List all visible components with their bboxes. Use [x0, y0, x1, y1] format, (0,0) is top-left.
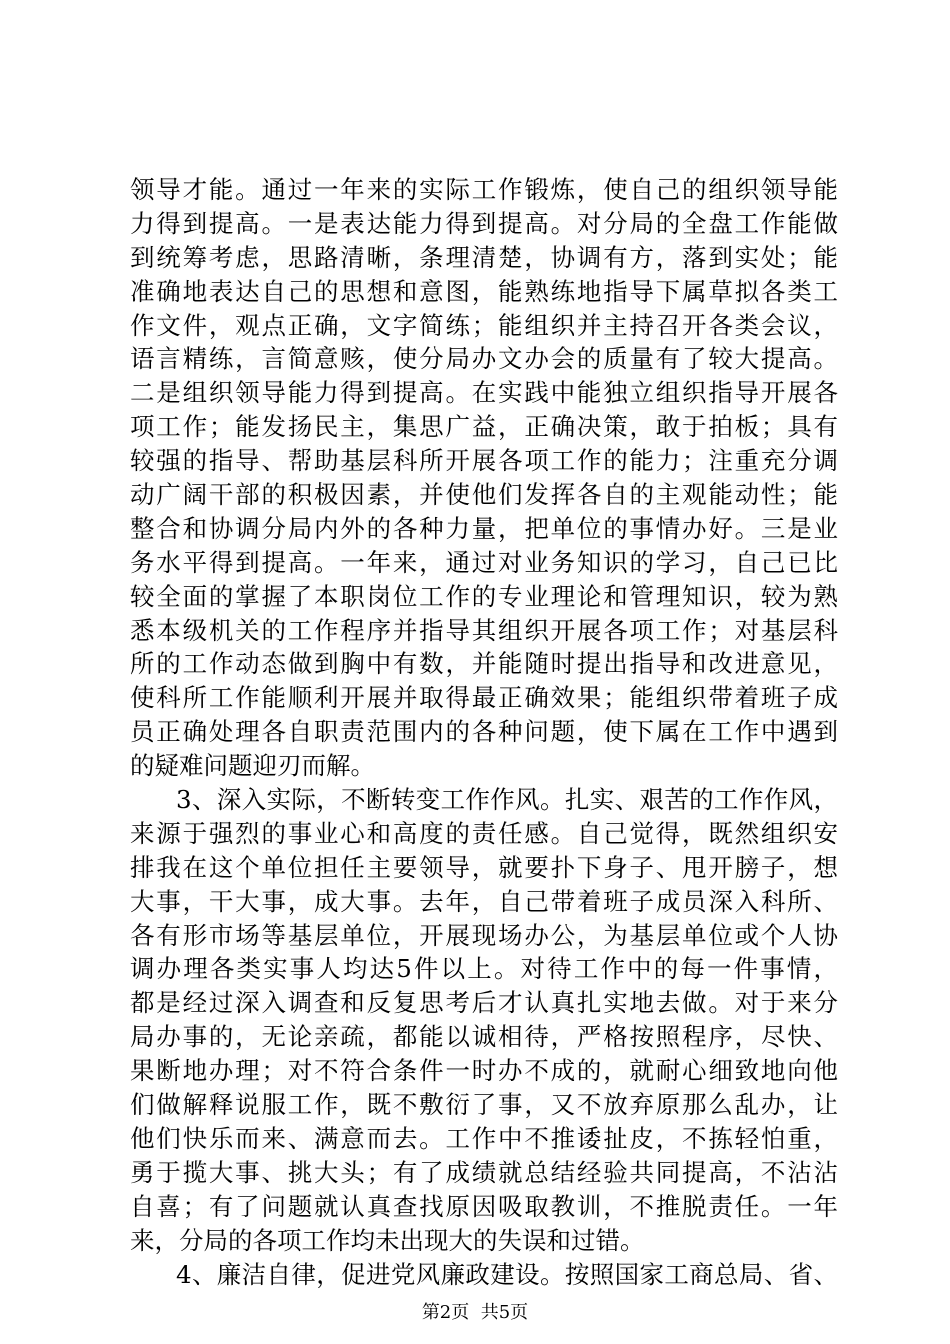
- body-line: 4、廉洁自律，促进党风廉政建设。按照国家工商总局、省、: [176, 1259, 838, 1289]
- body-line: 整合和协调分局内外的各种力量，把单位的事情办好。三是业: [130, 513, 838, 543]
- body-line: 准确地表达自己的思想和意图，能熟练地指导下属草拟各类工: [130, 276, 838, 306]
- body-line: 务水平得到提高。一年来，通过对业务知识的学习，自己已比: [130, 547, 838, 577]
- paragraph-2: [130, 783, 838, 1257]
- body-line: 自喜；有了问题就认真查找原因吸取教训，不推脱责任。一年: [130, 1191, 838, 1221]
- body-line: 较强的指导、帮助基层科所开展各项工作的能力；注重充分调: [130, 446, 838, 476]
- body-line: 员正确处理各自职责范围内的各种问题，使下属在工作中遇到: [130, 717, 838, 747]
- body-line: 语言精练，言简意赅，使分局办文办会的质量有了较大提高。: [130, 344, 838, 374]
- body-line: 大事，干大事，成大事。去年，自己带着班子成员深入科所、: [130, 886, 838, 916]
- body-line: 都是经过深入调查和反复思考后才认真扎实地去做。对于来分: [130, 988, 838, 1018]
- body-line: 局办事的，无论亲疏，都能以诚相待，严格按照程序，尽快、: [130, 1022, 838, 1052]
- body-line: 项工作；能发扬民主，集思广益，正确决策，敢于拍板；具有: [130, 412, 838, 442]
- page-footer: 第2页 共5页: [421, 1302, 529, 1323]
- paragraph-1: [130, 173, 838, 783]
- body-line: 领导才能。通过一年来的实际工作锻炼，使自己的组织领导能: [130, 175, 838, 204]
- body-line: 较全面的掌握了本职岗位工作的专业理论和管理知识，较为熟: [130, 581, 838, 611]
- body-line: 来，分局的各项工作均未出现大的失误和过错。: [130, 1225, 645, 1255]
- body-line: 悉本级机关的工作程序并指导其组织开展各项工作；对基层科: [130, 615, 838, 645]
- body-line: 到统筹考虑，思路清晰，条理清楚，协调有方，落到实处；能: [130, 242, 838, 272]
- body-line: 力得到提高。一是表达能力得到提高。对分局的全盘工作能做: [130, 208, 838, 238]
- body-line: 的疑难问题迎刃而解。: [130, 751, 375, 781]
- body-line: 勇于揽大事、挑大头；有了成绩就总结经验共同提高，不沾沾: [130, 1157, 838, 1187]
- body-line: 3、深入实际，不断转变工作作风。扎实、艰苦的工作作风，: [176, 785, 838, 815]
- body-line: 使科所工作能顺利开展并取得最正确效果；能组织带着班子成: [130, 683, 838, 713]
- body-line: 各有形市场等基层单位，开展现场办公，为基层单位或个人协: [130, 920, 838, 950]
- body-line: 二是组织领导能力得到提高。在实践中能独立组织指导开展各: [130, 378, 838, 408]
- document-body: [130, 173, 838, 1291]
- body-line: 来源于强烈的事业心和高度的责任感。自己觉得，既然组织安: [130, 818, 838, 848]
- body-line: 他们快乐而来、满意而去。工作中不推诿扯皮，不拣轻怕重，: [130, 1123, 838, 1153]
- body-line: 们做解释说服工作，既不敷衍了事，又不放弃原那么乱办，让: [130, 1090, 838, 1120]
- body-line: 果断地办理；对不符合条件一时办不成的，就耐心细致地向他: [130, 1056, 838, 1086]
- body-line: 排我在这个单位担任主要领导，就要扑下身子、甩开膀子，想: [130, 852, 838, 882]
- body-line: 调办理各类实事人均达5件以上。对待工作中的每一件事情，: [130, 954, 838, 984]
- body-line: 作文件，观点正确，文字简练；能组织并主持召开各类会议，: [130, 310, 838, 340]
- body-line: 所的工作动态做到胸中有数，并能随时提出指导和改进意见，: [130, 649, 838, 679]
- paragraph-3: [130, 1258, 838, 1292]
- body-line: 动广阔干部的积极因素，并使他们发挥各自的主观能动性；能: [130, 480, 838, 510]
